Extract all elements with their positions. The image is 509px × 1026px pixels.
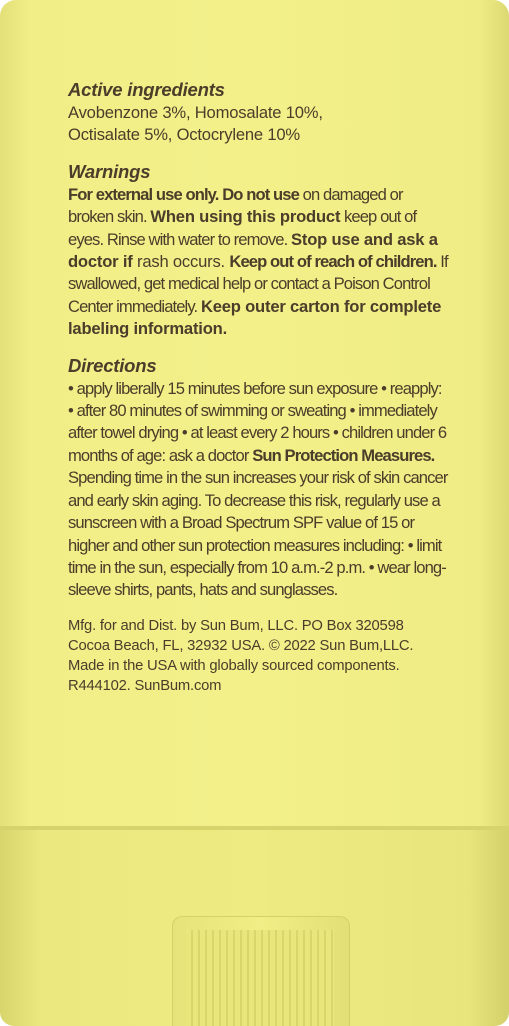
directions-text-1: • apply liberally 15 minutes before sun exposure [68,378,378,398]
directions-title: Directions [68,354,157,376]
product-label [68,78,448,696]
sun-protection-measures: Sun Protection Measures. [252,445,435,465]
active-ingredients-line-1: Avobenzone 3%, Homosalate 10%, [68,103,323,122]
active-ingredients-title: Active ingredients [68,79,225,100]
directions-text-2: • reapply: • after 80 minutes of swimming or sweating • immediately after towel drying • at least every 2 hours • children under 6 months of age: ask a doctor [68,378,447,465]
footer-line-4: R444102. SunBum.com [68,677,222,694]
warnings-text-3: rash occurs. [132,252,230,272]
cap-seam [0,826,509,830]
manufacturer-info [68,616,448,696]
footer-line-3: Made in the USA with globally sourced components. [68,657,400,674]
warnings-text-4: If swallowed, get medical help or contact a Poison Control Center immediately. [68,252,448,316]
directions-text [68,378,448,602]
warnings-outer-carton: Keep outer carton for complete labeling information. [68,296,442,339]
warnings-external-use: For external use only. Do not use [68,184,299,204]
directions-text-3: Spending time in the sun increases your risk of skin cancer and early skin aging. To decrease this risk, regularly use a sunscreen with a Broad Spectrum SPF value of 15 or higher and other sun protection measures including: • limit time in the sun, especially from 10 a.m.-2 p.m. • wear long-sleeve shirts, pants, hats and sunglasses. [68,468,448,600]
warnings-text-1: on damaged or broken skin. [68,184,403,227]
warnings-text-2: keep out of eyes. Rinse with water to remove. [68,207,417,249]
warnings-stop-use: Stop use and ask a doctor if [68,229,438,272]
footer-line-1: Mfg. for and Dist. by Sun Bum, LLC. PO Box 320598 [68,617,404,634]
active-ingredients-line-2: Octisalate 5%, Octocrylene 10% [68,125,300,145]
footer-line-2: Cocoa Beach, FL, 32932 USA. © 2022 Sun Bum,LLC. [68,637,414,654]
warnings-keep-out-reach: Keep out of reach of children. [229,252,437,272]
warnings-title: Warnings [68,160,151,182]
warnings-when-using: When using this product [150,207,341,227]
twist-knob-ridges [186,930,334,1026]
warnings-text [68,184,448,341]
